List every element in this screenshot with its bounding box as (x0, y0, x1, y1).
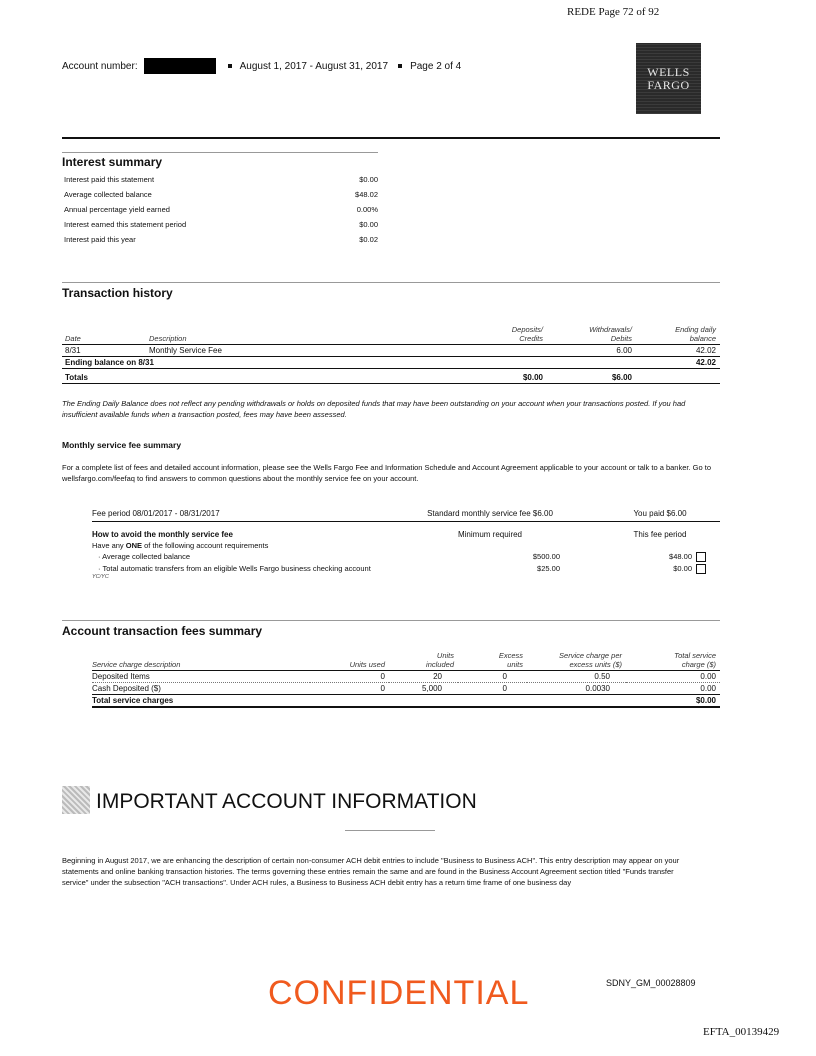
transaction-history-title: Transaction history (62, 286, 173, 300)
requirement-value: $0.00 (673, 564, 692, 574)
fees-header-row (92, 651, 720, 671)
account-fees-title: Account transaction fees summary (62, 624, 263, 638)
tx-debits: 6.00 (616, 346, 632, 355)
fee-description: Deposited Items (92, 672, 150, 681)
interest-value: 0.00% (356, 205, 378, 214)
totals-label: Totals (65, 373, 88, 382)
fee-units-included: 20 (433, 672, 442, 681)
interest-value: $48.02 (355, 190, 378, 199)
col-withdrawals: Withdrawals/ Debits (589, 325, 632, 343)
requirements-intro-pre: Have any (92, 541, 126, 550)
logo-text-line1: WELLS (647, 64, 690, 79)
interest-row (62, 217, 378, 232)
totals-row (62, 369, 720, 384)
checkbox-icon (696, 564, 706, 574)
requirement-label: Total automatic transfers from an eligible Wells Fargo business checking account (102, 564, 371, 574)
interest-value: $0.02 (359, 235, 378, 244)
monthly-fee-intro: For a complete list of fees and detailed account information, please see the Wells Fargo Fee and Information Schedule and Account Agreement applicable to your account or talk to a banker. Go to wellsfargo.com/feefaq to find answers to common questions about the monthly service fee on your account. (62, 463, 711, 483)
requirement-row: · Average collected balance $500.00 $48.00 (92, 552, 720, 562)
requirement-row: · Total automatic transfers from an eligible Wells Fargo business checking account $25.00 $0.00 (92, 564, 720, 574)
statement-period: August 1, 2017 - August 31, 2017 (239, 60, 389, 72)
info-graphic-icon (62, 786, 90, 814)
avoid-fee-title: How to avoid the monthly service fee (92, 530, 233, 539)
ending-balance-value: 42.02 (695, 358, 716, 367)
bullet-icon (228, 64, 232, 68)
fee-excess-units: 0 (502, 684, 507, 693)
col-units-used: Units used (349, 660, 385, 669)
efta-id: EFTA_00139429 (703, 1026, 780, 1038)
logo-text-line2: FARGO (647, 77, 690, 92)
fee-description: Cash Deposited ($) (92, 684, 161, 693)
divider (62, 152, 378, 153)
fee-charge-per: 0.50 (594, 672, 610, 681)
col-service-charge-per: Service charge per excess units ($) (559, 651, 622, 669)
confidential-stamp: CONFIDENTIAL (268, 974, 530, 1012)
divider (345, 830, 435, 831)
fee-period-box (92, 509, 720, 580)
interest-value: $0.00 (359, 220, 378, 229)
col-date: Date (65, 334, 81, 343)
interest-row (62, 187, 378, 202)
page-label: REDE Page 72 of 92 (567, 6, 660, 18)
account-header (62, 58, 461, 74)
tx-balance: 42.02 (695, 346, 716, 355)
this-period-header: This fee period (633, 530, 687, 539)
fee-charge-per: 0.0030 (585, 684, 610, 693)
page-number: Page 2 of 4 (410, 60, 462, 72)
doc-id: SDNY_GM_00028809 (606, 978, 696, 988)
fee-total: 0.00 (700, 672, 716, 681)
col-deposits: Deposits/ Credits (511, 325, 543, 343)
wells-fargo-logo (636, 43, 701, 114)
interest-label: Interest earned this statement period (64, 220, 187, 229)
account-number-label: Account number: (62, 60, 138, 72)
interest-row (62, 232, 378, 247)
fee-excess-units: 0 (502, 672, 507, 681)
fee-units-included: 5,000 (421, 684, 442, 693)
tx-date: 8/31 (65, 346, 81, 355)
fees-total-value: $0.00 (695, 696, 716, 705)
requirement-min: $500.00 (532, 552, 560, 561)
requirements-intro-bold: ONE (125, 541, 143, 550)
important-info-text: Beginning in August 2017, we are enhancing the description of certain non-consumer ACH debit entries to include "Business to Business ACH". This entry description may appear on your statements and online banking transaction histories. The terms governing these entries remain the same and are found in the Business Account Agreement section titled "Funds transfer service" under the subsection "ACH transactions". Under ACH rules, a Business to Business ACH debit entry has a return time frame of one business day (62, 856, 680, 887)
ending-balance-note: The Ending Daily Balance does not reflect any pending withdrawals or holds on deposited funds that may have been outstanding on your account when your transactions posted. If you had insufficient available funds when a transaction posted, fees may have been assessed. (62, 399, 686, 419)
interest-label: Interest paid this year (64, 235, 136, 244)
interest-row (62, 202, 378, 217)
col-balance: Ending daily balance (675, 325, 716, 343)
standard-fee: Standard monthly service fee $6.00 (427, 509, 553, 518)
requirement-min: $25.00 (537, 564, 560, 574)
requirement-label: Average collected balance (102, 552, 191, 561)
interest-label: Average collected balance (64, 190, 152, 199)
account-fees-table (92, 651, 720, 708)
bullet-icon (398, 64, 402, 68)
divider (62, 620, 720, 621)
interest-value: $0.00 (359, 175, 378, 184)
fee-units-used: 0 (380, 672, 385, 681)
transaction-header-row (62, 325, 720, 345)
interest-label: Annual percentage yield earned (64, 205, 170, 214)
interest-row (62, 172, 378, 187)
requirements-intro-post: of the following account requirements (142, 541, 269, 550)
ending-balance-label: Ending balance on 8/31 (65, 358, 154, 367)
requirement-value: $48.00 (669, 552, 692, 561)
minimum-required-header: Minimum required (457, 530, 523, 539)
fee-total: 0.00 (700, 684, 716, 693)
col-service-description: Service charge description (92, 660, 181, 669)
fee-period-row (92, 509, 720, 522)
fee-code: YC/YC (92, 574, 109, 581)
table-row (92, 683, 720, 695)
totals-credits: $0.00 (522, 373, 543, 382)
important-info-title: IMPORTANT ACCOUNT INFORMATION (96, 790, 477, 813)
table-row (62, 345, 720, 357)
header-divider (62, 137, 720, 139)
col-units-included: Units included (426, 651, 454, 669)
divider (62, 282, 720, 283)
totals-debits: $6.00 (611, 373, 632, 382)
tx-credits (473, 345, 547, 357)
fee-period: Fee period 08/01/2017 - 08/31/2017 (92, 509, 220, 518)
monthly-fee-title: Monthly service fee summary (62, 440, 182, 450)
tx-description: Monthly Service Fee (149, 346, 222, 355)
fee-units-used: 0 (380, 684, 385, 693)
fee-paid: You paid $6.00 (633, 509, 687, 518)
col-total-service: Total service charge ($) (674, 651, 716, 669)
fees-total-label: Total service charges (92, 696, 174, 705)
avoid-fee-row (92, 530, 720, 539)
transaction-table (62, 325, 720, 384)
interest-summary-table (62, 172, 378, 247)
ending-balance-row (62, 357, 720, 369)
col-description: Description (149, 334, 187, 343)
redacted-account-number (144, 58, 216, 74)
col-excess-units: Excess units (498, 651, 523, 669)
interest-label: Interest paid this statement (64, 175, 155, 184)
interest-summary-title: Interest summary (62, 155, 163, 169)
fees-total-row (92, 695, 720, 708)
requirements-intro (92, 541, 720, 550)
checkbox-icon (696, 552, 706, 562)
table-row (92, 671, 720, 683)
